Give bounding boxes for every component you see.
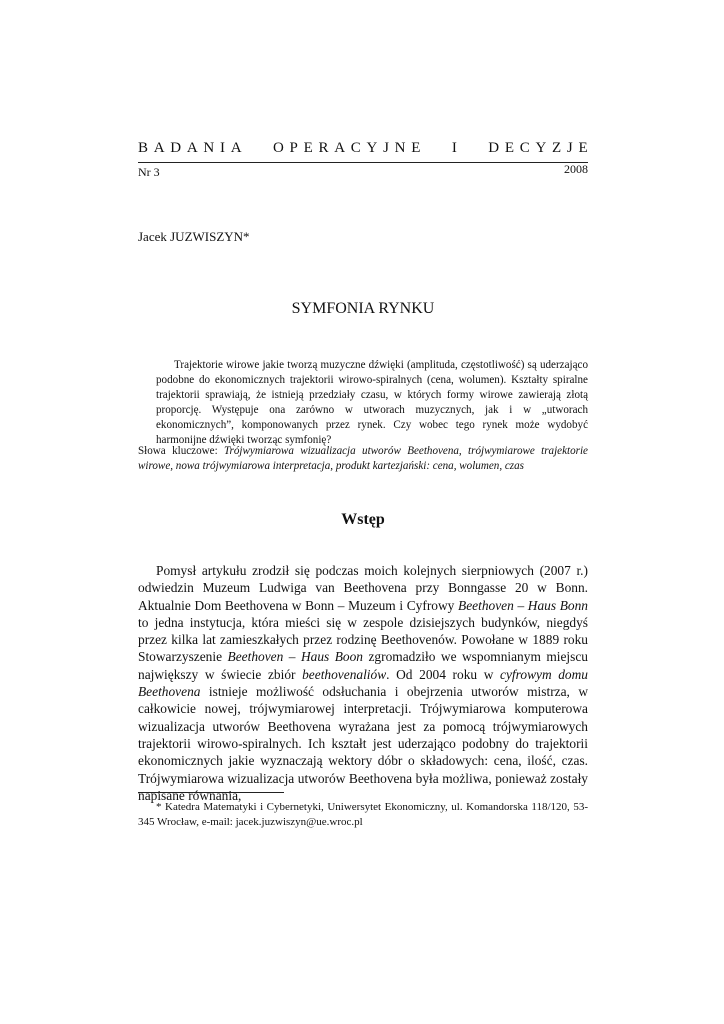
journal-title-letter: E	[504, 139, 514, 156]
journal-title-letter: I	[451, 139, 457, 156]
body-italic-run: cyfrowym domu Beethovena	[138, 666, 588, 700]
journal-title-letter: Y	[535, 139, 547, 156]
body-text-run: to jedna instytucja, która mieści się w zespole dzisiejszych budynków, niegdyś przez kilka lat zamieszkałych przez rodzinę Beethovenów. Powołane w 1889 roku Stowarzyszenie	[138, 614, 588, 665]
journal-title-letter: O	[272, 139, 284, 156]
journal-title-letter: N	[203, 139, 215, 156]
journal-title-letter: A	[153, 139, 165, 156]
body-text-run: . Od 2004 roku w	[386, 666, 501, 682]
journal-title	[138, 136, 588, 160]
author-name: Jacek JUZWISZYN*	[138, 229, 250, 244]
issue-number: Nr 3	[138, 165, 160, 179]
journal-title-letter: I	[219, 139, 225, 156]
journal-title-letter: B	[138, 139, 149, 156]
keywords-text: Trójwymiarowa wizualizacja utworów Beethovena, trójwymiarowe trajektorie wirowe, nowa trójwymiarowa interpretacja, produkt kartezjański: cena, wolumen, czas	[138, 445, 588, 472]
body-italic-run: Beethoven – Haus Boon	[227, 649, 363, 665]
journal-title-letter: E	[578, 139, 588, 156]
section-heading: Wstęp	[341, 511, 385, 528]
journal-title-letter: C	[519, 139, 530, 156]
journal-title-letter: A	[230, 139, 242, 156]
journal-title-letter: E	[303, 139, 313, 156]
journal-title-letter: Z	[552, 139, 562, 156]
journal-title-letter: N	[394, 139, 406, 156]
journal-title-letter: P	[289, 139, 298, 156]
journal-title-letter: J	[383, 139, 389, 156]
journal-title-letter: J	[566, 139, 573, 156]
journal-title-letter: Y	[366, 139, 378, 156]
keywords	[138, 444, 588, 474]
journal-title-letter: A	[186, 139, 198, 156]
header-rule	[138, 162, 588, 163]
body-italic-run: beethovenaliów	[302, 666, 387, 682]
body-text-run: zgromadziło we wspomnianym miejscu największy w świecie zbiór	[138, 649, 588, 682]
body-text-run: Pomysł artykułu zrodził się podczas moich kolejnych sierpniowych (2007 r.) odwiedzin Muzeum Ludwiga van Beethovena przy Bonngasse 20 w Bonn. Aktualnie Dom Beethovena w Bonn – Muzeum i Cyfrowy	[138, 563, 588, 613]
journal-title-letter: D	[170, 139, 182, 156]
journal-title-letter: A	[334, 139, 346, 156]
abstract: Trajektorie wirowe jakie tworzą muzyczne dźwięki (amplituda, częstotliwość) są uderzająco podobne do ekonomicznych trajektorii wirowo-spiralnych (cena, wolumen). Kształty spiralne trajektorii sprawiają, że istnieją przedziały czasu, w których formy wirowe zawierają złotą proporcję. Występuje ona zarówno w utworach muzycznych, jak i w „utworach ekonomicznych”, komponowanych przez rynek. Czy wobec tego rynek może wydobyć harmonijne dźwięki tworząc symfonię?	[156, 359, 588, 446]
body-paragraph	[138, 562, 588, 804]
footnote-rule	[138, 792, 284, 793]
journal-title-letter: E	[411, 139, 421, 156]
body-italic-run: Beethoven – Haus Bonn	[458, 597, 588, 613]
paper-title: SYMFONIA RYNKU	[291, 300, 435, 317]
journal-title-letter: D	[488, 139, 500, 156]
journal-title-letter: C	[350, 139, 361, 156]
body-text-run: istnieje możliwość odsłuchania i obejrzenia utworów mistrza, w całkowicie nowej, trójwymiarowej interpretacji. Trójwymiarowa komputerowa wizualizacja utworów Beethovena wyrażana jest za pomocą trójwymiarowych trajektorii wirowo-spiralnych. Ich kształt jest uderzająco podobny do trajektorii ekonomicznych jakie wyznaczają wektory dóbr o składowych: cena, ilość, czas. Trójwymiarowa wizualizacja utworów Beethovena była możliwa, ponieważ zostały napisane równania,	[138, 684, 588, 803]
publication-year: 2008	[564, 162, 588, 176]
keywords-label: Słowa kluczowe:	[138, 445, 224, 457]
footnote: * Katedra Matematyki i Cybernetyki, Uniwersytet Ekonomiczny, ul. Komandorska 118/120, 53-345 Wrocław, e-mail: jacek.juzwiszyn@ue.wroc.pl	[138, 801, 588, 828]
journal-title-letter: R	[318, 139, 329, 156]
